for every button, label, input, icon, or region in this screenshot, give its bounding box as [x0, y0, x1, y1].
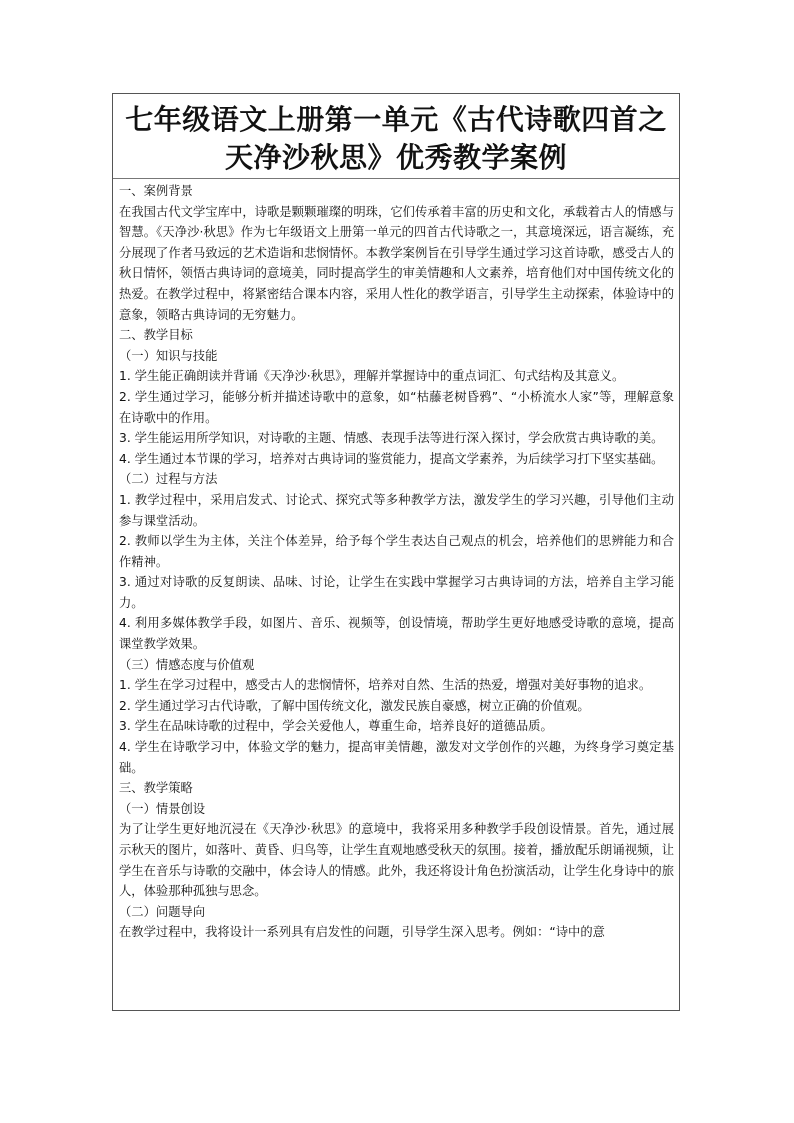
situation-paragraph: 为了让学生更好地沉浸在《天净沙·秋思》的意境中，我将采用多种教学手段创设情景。首先，通过展示秋天的图片，如落叶、黄昏、归鸟等，让学生直观地感受秋天的氛围。接着，播放配乐朗诵视频，让学生在音乐与诗歌的交融中，体会诗人的情感。此外，我还将设计角色扮演活动，让学生化身诗中的旅人，体验那种孤独与思念。	[119, 822, 674, 899]
section-heading-goals: 二、教学目标	[119, 328, 193, 343]
list-item: 3. 学生在品味诗歌的过程中，学会关爱他人，尊重生命，培养良好的道德品质。	[119, 719, 553, 734]
list-item: 3. 通过对诗歌的反复朗读、品味、讨论，让学生在实践中掌握学习古典诗词的方法，培养自主学习能力。	[119, 575, 674, 610]
list-item: 2. 教师以学生为主体，关注个体差异，给予每个学生表达自己观点的机会，培养他们的思辨能力和合作精神。	[119, 534, 674, 569]
list-item: 2. 学生通过学习，能够分析并描述诗歌中的意象，如“枯藤老树昏鸦”、“小桥流水人家”等，理解意象在诗歌中的作用。	[119, 389, 674, 425]
background-paragraph: 在我国古代文学宝库中，诗歌是颗颗璀璨的明珠，它们传承着丰富的历史和文化，承载着古人的情感与智慧。《天净沙·秋思》作为七年级语文上册第一单元的四首古代诗歌之一，其意境深远，语言凝练，充分展现了作者马致远的艺术造诣和悲悯情怀。本教学案例旨在引导学生通过学习这首诗歌，感受古人的秋日情怀，领悟古典诗词的意境美，同时提高学生的审美情趣和人文素养，培育他们对中国传统文化的热爱。在教学过程中，将紧密结合课本内容，采用人性化的教学语言，引导学生主动探索，体验诗中的意象，领略古典诗词的无穷魅力。	[119, 204, 674, 322]
title-cell	[113, 94, 679, 179]
subsection-heading-question: （二）问题导向	[119, 904, 206, 919]
list-item: 4. 学生在诗歌学习中，体验文学的魅力，提高审美情趣，激发对文学创作的兴趣，为终身学习奠定基础。	[119, 740, 674, 775]
list-item: 4. 利用多媒体教学手段，如图片、音乐、视频等，创设情境，帮助学生更好地感受诗歌的意境，提高课堂教学效果。	[119, 616, 674, 652]
section-heading-background: 一、案例背景	[119, 184, 193, 198]
list-item: 3. 学生能运用所学知识，对诗歌的主题、情感、表现手法等进行深入探讨，学会欣赏古典诗歌的美。	[119, 431, 664, 446]
subsection-heading-knowledge: （一）知识与技能	[119, 348, 218, 363]
content-cell	[113, 179, 679, 943]
section-heading-strategy: 三、教学策略	[119, 781, 193, 796]
document-table	[112, 93, 680, 1011]
document-title-line-1: 七年级语文上册第一单元《古代诗歌四首之	[125, 103, 667, 136]
list-item: 4. 学生通过本节课的学习，培养对古典诗词的鉴赏能力，提高文学素养，为后续学习打下坚实基础。	[119, 451, 664, 466]
subsection-heading-process: （二）过程与方法	[119, 472, 218, 487]
subsection-heading-attitude: （三）情感态度与价值观	[119, 657, 255, 672]
list-item: 1. 教学过程中，采用启发式、讨论式、探究式等多种教学方法，激发学生的学习兴趣，引导他们主动参与课堂活动。	[119, 492, 674, 528]
question-paragraph: 在教学过程中，我将设计一系列具有启发性的问题，引导学生深入思考。例如：“诗中的意	[119, 925, 605, 940]
document-title-line-2: 天净沙秋思》优秀教学案例	[224, 141, 567, 174]
list-item: 1. 学生能正确朗读并背诵《天净沙·秋思》，理解并掌握诗中的重点词汇、句式结构及其意义。	[119, 369, 625, 384]
list-item: 1. 学生在学习过程中，感受古人的悲悯情怀，培养对自然、生活的热爱，增强对美好事物的追求。	[119, 678, 652, 693]
list-item: 2. 学生通过学习古代诗歌，了解中国传统文化，激发民族自豪感，树立正确的价值观。	[119, 698, 590, 713]
subsection-heading-situation: （一）情景创设	[119, 801, 206, 816]
